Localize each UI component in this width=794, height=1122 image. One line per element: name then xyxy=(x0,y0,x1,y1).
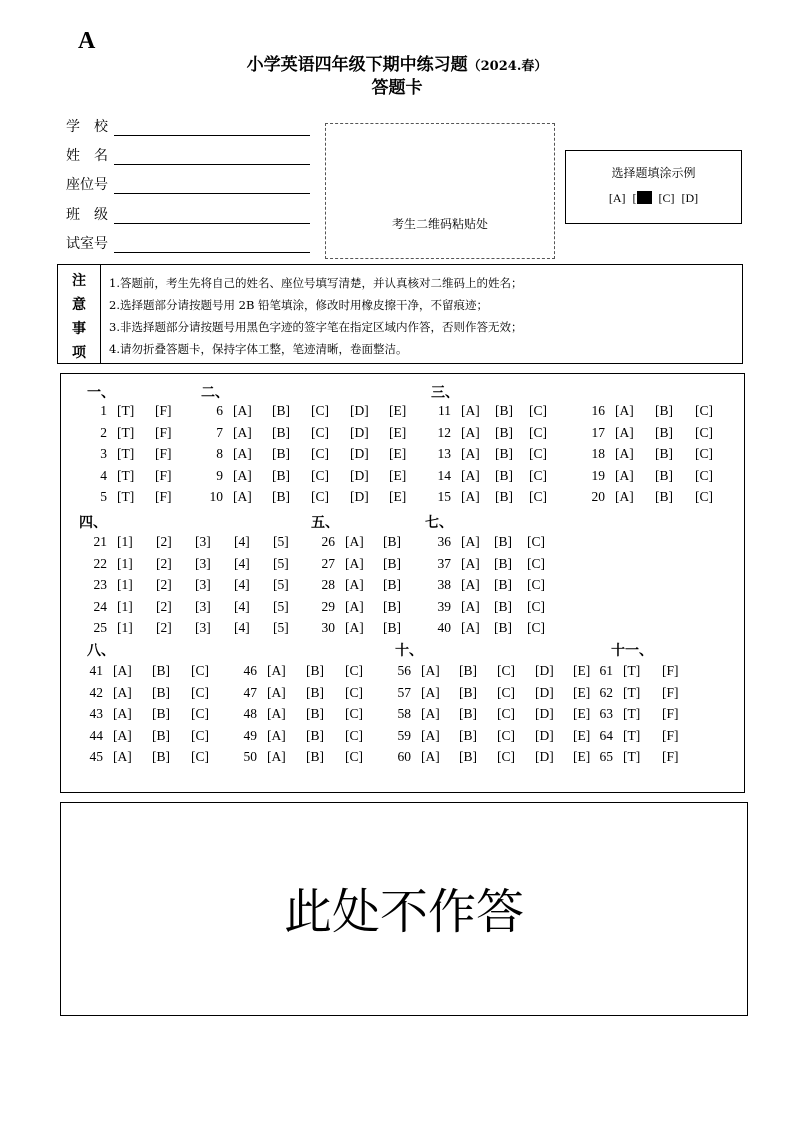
answer-bubble[interactable]: [B] xyxy=(494,577,512,592)
answer-bubble[interactable]: [2] xyxy=(156,534,172,549)
answer-bubble[interactable]: [A] xyxy=(233,446,252,461)
answer-bubble[interactable]: [3] xyxy=(195,534,211,549)
question-number: 43 xyxy=(89,706,103,721)
notes-heading xyxy=(58,265,101,363)
section-heading: 七、 xyxy=(425,515,453,531)
question-number: 48 xyxy=(243,706,257,721)
answer-bubble[interactable]: [B] xyxy=(459,663,477,678)
answer-bubble[interactable]: [E] xyxy=(389,489,407,504)
question-number: 22 xyxy=(93,555,107,571)
answer-bubble[interactable]: [T] xyxy=(623,663,641,678)
answer-bubble[interactable]: [A] xyxy=(345,598,364,614)
note-item: 2.选择题部分请按题号用 2B 铅笔填涂，修改时用橡皮擦干净，不留痕迹； xyxy=(109,298,489,312)
answer-bubble[interactable]: [B] xyxy=(494,598,512,614)
question-number: 37 xyxy=(437,555,451,571)
name-field[interactable] xyxy=(66,143,310,165)
answer-bubble[interactable]: [T] xyxy=(623,749,641,764)
answer-bubble[interactable]: [A] xyxy=(615,424,634,440)
answer-bubble[interactable]: [D] xyxy=(350,489,369,504)
answer-bubble[interactable]: [A] xyxy=(615,467,634,483)
answer-bubble[interactable]: [D] xyxy=(350,424,369,440)
no-answer-text: 此处不作答 xyxy=(283,884,524,940)
answer-bubble[interactable]: [B] xyxy=(383,620,401,635)
answer-bubble[interactable]: [4] xyxy=(234,577,250,592)
answer-bubble[interactable]: [B] xyxy=(655,403,673,418)
answer-bubble[interactable]: [T] xyxy=(117,446,135,461)
answer-bubble[interactable]: [A] xyxy=(345,620,364,635)
answer-bubble[interactable]: [T] xyxy=(117,467,135,483)
exam-title-main: 小学英语四年级下期中练习题 xyxy=(246,55,468,75)
question-number: 12 xyxy=(437,424,451,440)
question-number: 15 xyxy=(437,489,451,504)
answer-bubble[interactable]: [B] xyxy=(272,403,290,418)
answer-bubble[interactable]: [C] xyxy=(345,706,363,721)
answer-bubble[interactable]: [D] xyxy=(350,403,369,418)
question-number: 56 xyxy=(397,663,411,678)
answer-bubble[interactable]: [F] xyxy=(662,663,679,678)
answer-bubble[interactable]: [A] xyxy=(421,727,440,743)
answer-bubble[interactable]: [F] xyxy=(662,684,679,700)
question-number: 49 xyxy=(243,727,257,743)
answer-bubble[interactable]: [D] xyxy=(535,663,554,678)
answer-bubble[interactable]: [B] xyxy=(495,489,513,504)
answer-bubble[interactable]: [A] xyxy=(267,749,286,764)
answer-bubble[interactable]: [C] xyxy=(529,446,547,461)
answer-bubble[interactable]: [C] xyxy=(527,555,545,571)
class-field[interactable] xyxy=(66,202,310,224)
answer-bubble[interactable]: [5] xyxy=(273,534,289,549)
question-number: 46 xyxy=(243,663,257,678)
question-number: 9 xyxy=(216,467,223,483)
question-number: 58 xyxy=(397,706,411,721)
answer-bubble[interactable]: [B] xyxy=(495,403,513,418)
answer-bubble[interactable]: [B] xyxy=(306,727,324,743)
question-number: 8 xyxy=(216,446,223,461)
question-number: 45 xyxy=(89,749,103,764)
answer-bubble[interactable]: [A] xyxy=(345,534,364,549)
answer-bubble[interactable]: [A] xyxy=(615,446,634,461)
answer-bubble[interactable]: [A] xyxy=(233,424,252,440)
answer-bubble[interactable]: [C] xyxy=(345,727,363,743)
answer-bubble[interactable]: [3] xyxy=(195,555,211,571)
question-number: 36 xyxy=(437,534,451,549)
answer-bubble[interactable]: [A] xyxy=(113,663,132,678)
answer-bubble[interactable]: [A] xyxy=(233,403,252,418)
answer-bubble[interactable]: [C] xyxy=(527,620,545,635)
fill-example-box xyxy=(565,150,742,224)
question-number: 40 xyxy=(437,620,451,635)
answer-bubble[interactable]: [D] xyxy=(535,684,554,700)
answer-bubble[interactable]: [4] xyxy=(234,620,250,635)
question-number: 14 xyxy=(437,467,451,483)
answer-bubble[interactable]: [C] xyxy=(191,706,209,721)
answer-bubble[interactable]: [C] xyxy=(527,577,545,592)
notes-heading-char: 项 xyxy=(72,345,86,361)
answer-bubble[interactable]: [C] xyxy=(695,424,713,440)
answer-bubble[interactable]: [D] xyxy=(350,467,369,483)
answer-bubble[interactable]: [B] xyxy=(655,424,673,440)
answer-bubble[interactable]: [4] xyxy=(234,555,250,571)
section-heading: 十一、 xyxy=(611,643,653,659)
notes-heading-char: 意 xyxy=(72,297,86,313)
answer-bubble[interactable]: [A] xyxy=(267,684,286,700)
answer-bubble[interactable]: [B] xyxy=(655,467,673,483)
answer-bubble[interactable]: [F] xyxy=(662,727,679,743)
answer-bubble[interactable]: [C] xyxy=(695,403,713,418)
answer-bubble[interactable]: [1] xyxy=(117,555,133,571)
answer-bubble[interactable]: [A] xyxy=(233,467,252,483)
answer-bubble[interactable]: [A] xyxy=(421,749,440,764)
answer-bubble[interactable]: [C] xyxy=(345,749,363,764)
answer-bubble[interactable]: [B] xyxy=(272,424,290,440)
answer-bubble[interactable]: [C] xyxy=(311,467,329,483)
question-number: 42 xyxy=(89,684,103,700)
question-number: 18 xyxy=(591,446,605,461)
question-number: 63 xyxy=(599,706,613,721)
answer-bubble[interactable]: [B] xyxy=(306,706,324,721)
answer-bubble[interactable]: [B] xyxy=(306,684,324,700)
question-number: 41 xyxy=(89,663,103,678)
section-heading: 十、 xyxy=(395,643,423,659)
no-answer-area xyxy=(60,802,748,1016)
answer-bubble[interactable]: [B] xyxy=(495,467,513,483)
answer-bubble[interactable]: [1] xyxy=(117,598,133,614)
note-item: 4.请勿折叠答题卡，保持字体工整，笔迹清晰，卷面整洁。 xyxy=(109,342,408,356)
question-number: 62 xyxy=(599,684,613,700)
note-item: 1.答题前，考生先将自己的姓名、座位号填写清楚，并认真核对二维码上的姓名； xyxy=(109,276,523,290)
answer-bubble[interactable]: [B] xyxy=(494,620,512,635)
answer-bubble[interactable]: [B] xyxy=(494,534,512,549)
answer-bubble[interactable]: [A] xyxy=(461,534,480,549)
answer-bubble[interactable]: [E] xyxy=(573,663,591,678)
answer-bubble[interactable]: [B] xyxy=(655,446,673,461)
answer-bubble[interactable]: [C] xyxy=(497,727,515,743)
question-number: 13 xyxy=(437,446,451,461)
answer-bubble[interactable]: [T] xyxy=(623,684,641,700)
answer-bubble[interactable]: [5] xyxy=(273,555,289,571)
section-heading: 二、 xyxy=(201,385,229,401)
example-option-d: [D] xyxy=(681,191,699,205)
answer-bubble[interactable]: [E] xyxy=(573,684,591,700)
notes-heading-char: 事 xyxy=(72,321,86,337)
answer-bubble[interactable]: [2] xyxy=(156,555,172,571)
answer-bubble[interactable]: [B] xyxy=(152,706,170,721)
answer-bubble[interactable]: [A] xyxy=(345,577,364,592)
answer-sheet xyxy=(60,373,745,793)
question-number: 59 xyxy=(397,727,411,743)
answer-bubble[interactable]: [3] xyxy=(195,598,211,614)
answer-bubble[interactable]: [B] xyxy=(655,489,673,504)
answer-bubble[interactable]: [B] xyxy=(306,663,324,678)
answer-bubble[interactable]: [E] xyxy=(573,706,591,721)
answer-bubble[interactable]: [D] xyxy=(535,727,554,743)
answer-bubble[interactable]: [C] xyxy=(497,749,515,764)
answer-bubble[interactable]: [B] xyxy=(459,749,477,764)
section-heading: 三、 xyxy=(431,385,459,401)
answer-bubble[interactable]: [B] xyxy=(383,534,401,549)
answer-bubble[interactable]: [E] xyxy=(389,467,407,483)
question-number: 64 xyxy=(599,727,613,743)
answer-bubble[interactable]: [F] xyxy=(155,403,172,418)
answer-bubble[interactable]: [3] xyxy=(195,620,211,635)
answer-bubble[interactable]: [A] xyxy=(267,727,286,743)
answer-bubble[interactable]: [T] xyxy=(117,489,135,504)
answer-bubble[interactable]: [C] xyxy=(527,534,545,549)
answer-bubble[interactable]: [C] xyxy=(311,403,329,418)
question-number: 20 xyxy=(591,489,605,504)
question-number: 57 xyxy=(397,684,411,700)
answer-card-title: 答题卡 xyxy=(371,78,423,98)
exam-room-input-line[interactable] xyxy=(114,236,310,253)
school-label: 学 校 xyxy=(66,119,108,135)
answer-bubble[interactable]: [A] xyxy=(267,706,286,721)
question-number: 28 xyxy=(321,577,335,592)
question-number: 17 xyxy=(591,424,605,440)
question-number: 19 xyxy=(591,467,605,483)
answer-bubble[interactable]: [3] xyxy=(195,577,211,592)
answer-bubble[interactable]: [A] xyxy=(461,620,480,635)
question-number: 44 xyxy=(89,727,103,743)
answer-bubble[interactable]: [A] xyxy=(113,749,132,764)
exam-title-year: （2024.春） xyxy=(467,59,548,74)
answer-bubble[interactable]: [E] xyxy=(389,446,407,461)
answer-bubble[interactable]: [A] xyxy=(113,684,132,700)
answer-bubble[interactable]: [A] xyxy=(267,663,286,678)
answer-bubble[interactable]: [B] xyxy=(152,663,170,678)
answer-bubble[interactable]: [B] xyxy=(494,555,512,571)
question-number: 3 xyxy=(100,446,107,461)
answer-bubble[interactable]: [1] xyxy=(117,620,133,635)
class-input-line[interactable] xyxy=(114,207,310,224)
notes-box xyxy=(57,264,743,364)
notes-heading-char: 注 xyxy=(72,273,86,289)
question-number: 38 xyxy=(437,577,451,592)
answer-bubble[interactable]: [A] xyxy=(615,489,634,504)
answer-bubble[interactable]: [C] xyxy=(695,489,713,504)
question-number: 65 xyxy=(599,749,613,764)
answer-bubble[interactable]: [A] xyxy=(421,684,440,700)
class-label: 班 级 xyxy=(66,207,108,223)
answer-bubble[interactable]: [F] xyxy=(155,467,172,483)
answer-bubble[interactable]: [C] xyxy=(529,424,547,440)
question-number: 6 xyxy=(216,403,223,418)
answer-bubble[interactable]: [C] xyxy=(497,684,515,700)
answer-bubble[interactable]: [2] xyxy=(156,620,172,635)
question-number: 30 xyxy=(321,620,335,635)
seat-number-label: 座位号 xyxy=(66,177,108,193)
question-number: 29 xyxy=(321,598,335,614)
answer-bubble[interactable]: [A] xyxy=(421,706,440,721)
answer-bubble[interactable]: [C] xyxy=(695,446,713,461)
answer-bubble[interactable]: [T] xyxy=(117,403,135,418)
seat-number-input-line[interactable] xyxy=(114,177,310,194)
example-option-b-filled xyxy=(637,191,652,204)
question-number: 60 xyxy=(397,749,411,764)
answer-bubble[interactable]: [C] xyxy=(311,446,329,461)
answer-bubble[interactable]: [5] xyxy=(273,577,289,592)
answer-bubble[interactable]: [D] xyxy=(535,706,554,721)
answer-bubble[interactable]: [E] xyxy=(389,403,407,418)
question-number: 10 xyxy=(209,489,223,504)
answer-bubble[interactable]: [C] xyxy=(695,467,713,483)
example-option-c: [C] xyxy=(658,191,675,205)
question-number: 24 xyxy=(93,598,107,614)
answer-bubble[interactable]: [A] xyxy=(461,403,480,418)
question-number: 23 xyxy=(93,577,107,592)
answer-bubble[interactable]: [F] xyxy=(662,749,679,764)
answer-bubble[interactable]: [T] xyxy=(623,706,641,721)
school-field[interactable] xyxy=(66,114,310,136)
answer-bubble[interactable]: [T] xyxy=(117,424,135,440)
answer-bubble[interactable]: [5] xyxy=(273,620,289,635)
answer-bubble[interactable]: [A] xyxy=(461,424,480,440)
section-heading: 五、 xyxy=(311,515,339,531)
answer-bubble[interactable]: [F] xyxy=(155,489,172,504)
answer-bubble[interactable]: [B] xyxy=(306,749,324,764)
note-item: 3.非选择题部分请按题号用黑色字迹的签字笔在指定区域内作答，否则作答无效； xyxy=(109,320,523,334)
exam-room-field[interactable] xyxy=(66,231,310,253)
answer-bubble[interactable]: [D] xyxy=(350,446,369,461)
answer-bubble[interactable]: [C] xyxy=(345,663,363,678)
question-number: 25 xyxy=(93,620,107,635)
example-option-a: [A] xyxy=(608,191,626,205)
answer-bubble[interactable]: [B] xyxy=(495,446,513,461)
answer-bubble[interactable]: [A] xyxy=(461,489,480,504)
answer-bubble[interactable]: [1] xyxy=(117,534,133,549)
fill-example-options xyxy=(566,191,741,206)
question-number: 5 xyxy=(100,489,107,504)
school-input-line[interactable] xyxy=(114,119,310,136)
answer-bubble[interactable]: [B] xyxy=(383,555,401,571)
answer-bubble[interactable]: [B] xyxy=(459,706,477,721)
qr-code-paste-area xyxy=(325,123,555,259)
answer-bubble[interactable]: [F] xyxy=(155,446,172,461)
answer-bubble[interactable]: [D] xyxy=(535,749,554,764)
answer-bubble[interactable]: [B] xyxy=(272,467,290,483)
question-number: 27 xyxy=(321,555,335,571)
answer-bubble[interactable]: [A] xyxy=(461,555,480,571)
exam-room-label: 试室号 xyxy=(66,236,108,252)
section-heading: 一、 xyxy=(87,385,115,401)
qr-code-paste-label: 考生二维码粘贴处 xyxy=(391,217,488,231)
answer-bubble[interactable]: [C] xyxy=(191,684,209,700)
answer-bubble[interactable]: [B] xyxy=(383,598,401,614)
name-label: 姓 名 xyxy=(66,148,108,164)
answer-bubble[interactable]: [C] xyxy=(191,663,209,678)
question-number: 2 xyxy=(100,424,107,440)
answer-bubble[interactable]: [A] xyxy=(345,555,364,571)
section-heading: 四、 xyxy=(79,515,107,531)
example-option-b-bracket: [ xyxy=(632,191,637,205)
question-number: 7 xyxy=(216,424,223,440)
answer-bubble[interactable]: [C] xyxy=(527,598,545,614)
answer-bubble[interactable]: [4] xyxy=(234,598,250,614)
answer-bubble[interactable]: [C] xyxy=(191,749,209,764)
answer-bubble[interactable]: [A] xyxy=(461,446,480,461)
answer-bubble[interactable]: [2] xyxy=(156,598,172,614)
answer-bubble[interactable]: [T] xyxy=(623,727,641,743)
answer-bubble[interactable]: [2] xyxy=(156,577,172,592)
seat-number-field[interactable] xyxy=(66,172,310,194)
answer-bubble[interactable]: [A] xyxy=(461,577,480,592)
answer-bubble[interactable]: [B] xyxy=(152,684,170,700)
question-number: 47 xyxy=(243,684,257,700)
answer-bubble[interactable]: [F] xyxy=(662,706,679,721)
answer-bubble[interactable]: [C] xyxy=(497,663,515,678)
answer-bubble[interactable]: [A] xyxy=(421,663,440,678)
answer-bubble[interactable]: [4] xyxy=(234,534,250,549)
answer-bubble[interactable]: [5] xyxy=(273,598,289,614)
answer-bubble[interactable]: [A] xyxy=(461,467,480,483)
fill-example-title: 选择题填涂示例 xyxy=(611,166,696,180)
question-number: 26 xyxy=(321,534,335,549)
answer-bubble[interactable]: [C] xyxy=(311,489,329,504)
question-number: 61 xyxy=(599,663,613,678)
answer-bubble[interactable]: [C] xyxy=(311,424,329,440)
answer-bubble[interactable]: [B] xyxy=(459,684,477,700)
answer-bubble[interactable]: [C] xyxy=(497,706,515,721)
answer-bubble[interactable]: [A] xyxy=(233,489,252,504)
question-number: 39 xyxy=(437,598,451,614)
question-number: 11 xyxy=(438,403,451,418)
question-number: 50 xyxy=(243,749,257,764)
answer-bubble[interactable]: [E] xyxy=(573,727,591,743)
answer-bubble[interactable]: [E] xyxy=(573,749,591,764)
answer-bubble[interactable]: [B] xyxy=(495,424,513,440)
question-number: 16 xyxy=(591,403,605,418)
question-number: 4 xyxy=(100,467,107,483)
answer-bubble[interactable]: [B] xyxy=(272,489,290,504)
answer-bubble[interactable]: [A] xyxy=(461,598,480,614)
answer-bubble[interactable]: [C] xyxy=(529,489,547,504)
name-input-line[interactable] xyxy=(114,148,310,165)
answer-bubble[interactable]: [B] xyxy=(152,727,170,743)
answer-bubble[interactable]: [B] xyxy=(152,749,170,764)
answer-bubble[interactable]: [B] xyxy=(383,577,401,592)
answer-bubble[interactable]: [A] xyxy=(615,403,634,418)
answer-bubble[interactable]: [E] xyxy=(389,424,407,440)
paper-version-label: A xyxy=(78,28,96,54)
answer-bubble[interactable]: [1] xyxy=(117,577,133,592)
section-heading: 八、 xyxy=(87,643,115,659)
answer-bubble[interactable]: [F] xyxy=(155,424,172,440)
answer-bubble[interactable]: [C] xyxy=(529,467,547,483)
answer-bubble[interactable]: [A] xyxy=(113,727,132,743)
question-number: 21 xyxy=(93,534,107,549)
question-number: 1 xyxy=(100,403,107,418)
answer-bubble[interactable]: [B] xyxy=(272,446,290,461)
exam-title xyxy=(0,50,794,75)
answer-bubble[interactable]: [B] xyxy=(459,727,477,743)
answer-bubble[interactable]: [C] xyxy=(529,403,547,418)
answer-bubble[interactable]: [A] xyxy=(113,706,132,721)
answer-bubble[interactable]: [C] xyxy=(345,684,363,700)
answer-bubble[interactable]: [C] xyxy=(191,727,209,743)
